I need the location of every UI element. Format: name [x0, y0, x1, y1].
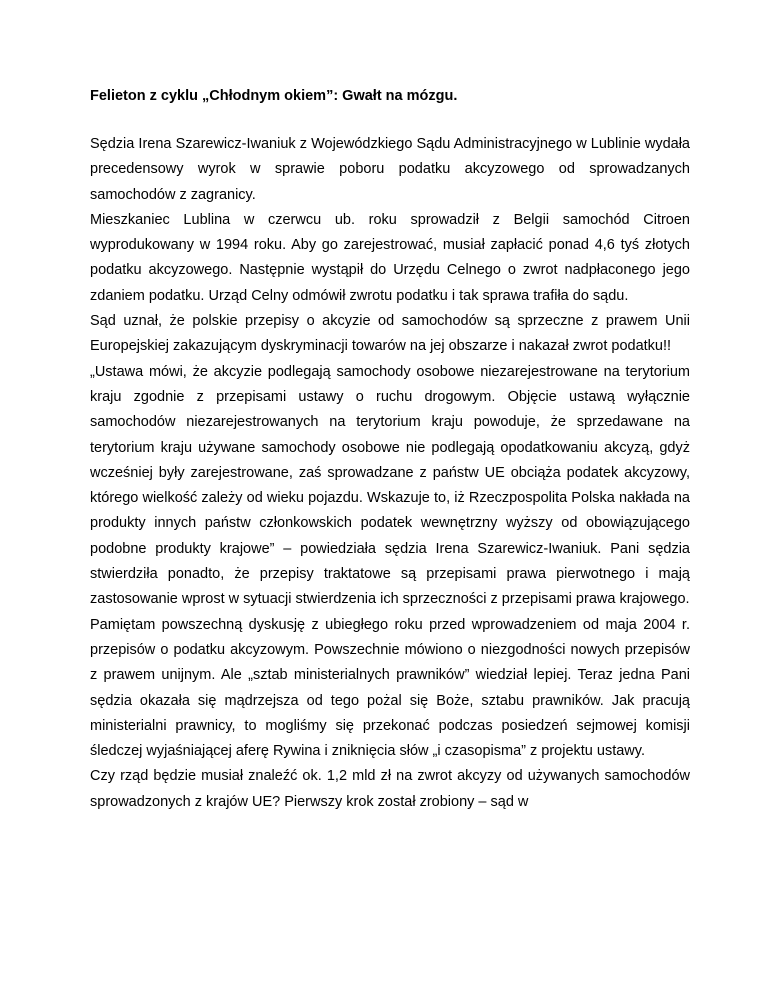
paragraph-4: „Ustawa mówi, że akcyzie podlegają samochody osobowe niezarejestrowane na terytorium kraju zgodnie z przepisami ustawy o ruchu drogowym. Objęcie ustawą wyłącznie samochodów niezarejestrowanych na terytorium kraju powoduje, że sprzedawane na terytorium kraju używane samochody osobowe nie podlegają opodatkowaniu akcyzą, gdyż wcześniej były zarejestrowane, zaś sprowadzane z państw UE obciąża podatek akcyzowy, którego wielkość zależy od wieku pojazdu. Wskazuje to, iż Rzeczpospolita Polska nakłada na produkty innych państw członkowskich podatek wewnętrzny wyższy od obowiązującego podobne produkty krajowe” – powiedziała sędzia Irena Szarewicz-Iwaniuk. Pani sędzia stwierdziła ponadto, że przepisy traktatowe są przepisami prawa pierwotnego i mają zastosowanie wprost w sytuacji stwierdzenia ich sprzeczności z przepisami prawa krajowego.	[90, 363, 690, 608]
paragraph-3: Sąd uznał, że polskie przepisy o akcyzie od samochodów są sprzeczne z prawem Unii Europejskiej zakazującym dyskryminacji towarów na jej obszarze i nakazał zwrot podatku!!	[90, 313, 690, 355]
paragraph-5: Pamiętam powszechną dyskusję z ubiegłego roku przed wprowadzeniem od maja 2004 r. przepisów o podatku akcyzowym. Powszechnie mówiono o niezgodności nowych przepisów z prawem unijnym. Ale „sztab ministerialnych prawników” wiedział lepiej. Teraz jedna Pani sędzia okazała się mądrzejsza od tego pożal się Boże, sztabu prawników. Jak pracują ministerialni prawnicy, to mogliśmy się przekonać podczas posiedzeń sejmowej komisji śledczej wyjaśniającej aferę Rywina i zniknięcia słów „i czasopisma” z projektu ustawy.	[90, 616, 690, 760]
document-title: Felieton z cyklu „Chłodnym okiem”: Gwałt na mózgu.	[90, 88, 458, 104]
paragraph-6: Czy rząd będzie musiał znaleźć ok. 1,2 mld zł na zwrot akcyzy od używanych samochodów sprowadzonych z krajów UE? Pierwszy krok został zrobiony – sąd w	[90, 768, 690, 810]
paragraph-2: Mieszkaniec Lublina w czerwcu ub. roku sprowadził z Belgii samochód Citroen wyprodukowany w 1994 roku. Aby go zarejestrować, musiał zapłacić ponad 4,6 tyś złotych podatku akcyzowego. Następnie wystąpił do Urzędu Celnego o zwrot nadpłaconego jego zdaniem podatku. Urząd Celny odmówił zwrotu podatku i tak sprawa trafiła do sądu.	[90, 211, 690, 304]
paragraph-1: Sędzia Irena Szarewicz-Iwaniuk z Wojewódzkiego Sądu Administracyjnego w Lublinie wydała precedensowy wyrok w sprawie poboru podatku akcyzowego od sprowadzanych samochodów z zagranicy.	[90, 136, 690, 203]
document-page	[90, 84, 690, 815]
